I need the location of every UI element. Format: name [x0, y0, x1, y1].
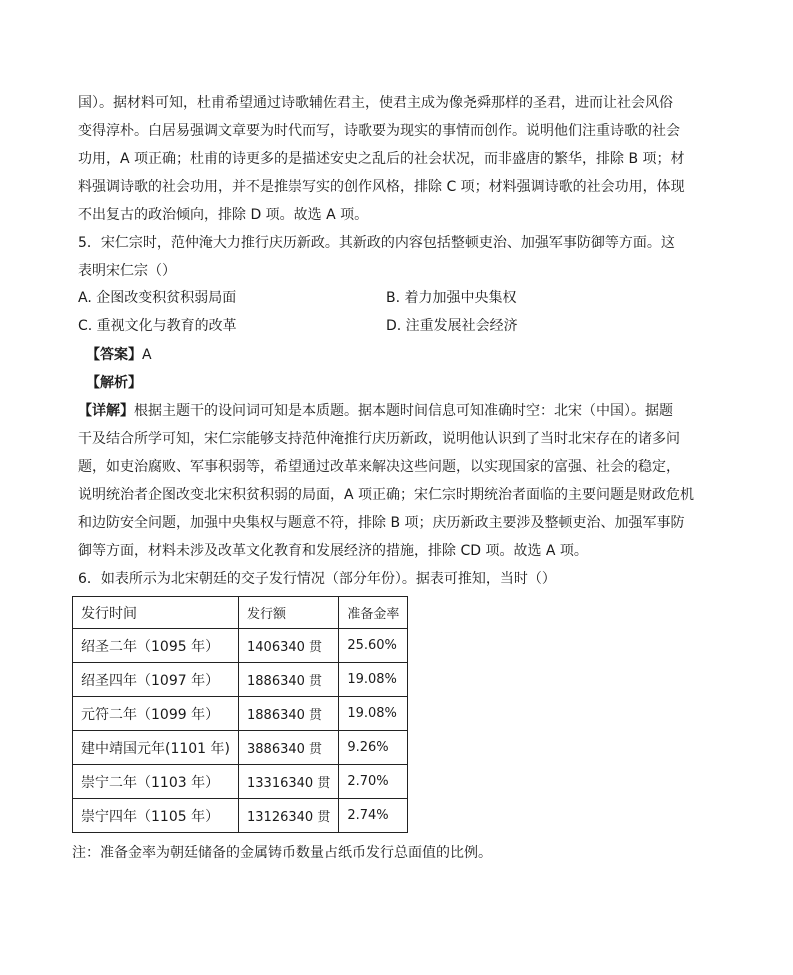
- table-cell: 19.08%: [339, 697, 408, 731]
- prev-explanation-line: 变得淳朴。白居易强调文章要为时代而写，诗歌要为现实的事情而创作。说明他们注重诗歌的社会: [78, 123, 680, 139]
- table-cell: 建中靖国元年(1101 年): [73, 731, 239, 765]
- answer-label: 【答案】: [86, 347, 142, 363]
- prev-explanation-line: 国）。据材料可知，杜甫希望通过诗歌辅佐君主，使君主成为像尧舜那样的圣君，进而让社会风俗: [78, 95, 673, 111]
- option-d: D. 注重发展社会经济: [386, 318, 518, 334]
- detail-line: 题，如吏治腐败、军事积弱等，希望通过改革来解决这些问题，以实现国家的富强、社会的稳定，: [78, 459, 680, 475]
- detail-label: 【详解】: [78, 403, 134, 419]
- table-row: [73, 663, 408, 697]
- table-header-row: [73, 597, 408, 629]
- detail-text: 根据主题干的设问词可知是本质题。据本题时间信息可知准确时空：北宋（中国）。据题: [134, 403, 673, 419]
- prev-explanation-line: 料强调诗歌的社会功用，并不是推崇写实的创作风格，排除 C 项；材料强调诗歌的社会功用，体现: [78, 179, 685, 195]
- table-row: [73, 697, 408, 731]
- jiaozi-issuance-table: [72, 596, 408, 833]
- question-6-stem: 6．如表所示为北宋朝廷的交子发行情况（部分年份）。据表可推知，当时（）: [78, 571, 556, 587]
- table-row: [73, 629, 408, 663]
- table-note: 注：准备金率为朝廷储备的金属铸币数量占纸币发行总面值的比例。: [72, 845, 492, 861]
- option-b: B. 着力加强中央集权: [386, 290, 517, 306]
- table-cell: 绍圣四年（1097 年）: [73, 663, 239, 697]
- table-cell: 2.70%: [339, 765, 408, 799]
- table-cell: 崇宁四年（1105 年）: [73, 799, 239, 833]
- table-cell: 1406340 贯: [239, 629, 339, 663]
- option-a: A. 企图改变积贫积弱局面: [78, 290, 237, 306]
- detail-line: [78, 401, 698, 421]
- header-cell: 准备金率: [339, 597, 408, 629]
- table-cell: 3886340 贯: [239, 731, 339, 765]
- analysis-label: 【解析】: [86, 375, 142, 391]
- table-cell: 13316340 贯: [239, 765, 339, 799]
- detail-line: 御等方面，材料未涉及改革文化教育和发展经济的措施，排除 CD 项。故选 A 项。: [78, 543, 588, 559]
- prev-explanation-line: 功用，A 项正确；杜甫的诗更多的是描述安史之乱后的社会状况，而非盛唐的繁华，排除 B 项；材: [78, 151, 685, 167]
- table-cell: 13126340 贯: [239, 799, 339, 833]
- prev-explanation-line: 不出复古的政治倾向，排除 D 项。故选 A 项。: [78, 207, 369, 223]
- answer-line: [86, 345, 706, 365]
- table-row: [73, 731, 408, 765]
- option-c: C. 重视文化与教育的改革: [78, 318, 237, 334]
- table-cell: 绍圣二年（1095 年）: [73, 629, 239, 663]
- table-cell: 元符二年（1099 年）: [73, 697, 239, 731]
- table-cell: 1886340 贯: [239, 697, 339, 731]
- detail-line: 说明统治者企图改变北宋积贫积弱的局面，A 项正确；宋仁宗时期统治者面临的主要问题是财政危机: [78, 487, 695, 503]
- detail-line: 和边防安全问题，加强中央集权与题意不符，排除 B 项；庆历新政主要涉及整顿吏治、加强军事防: [78, 515, 685, 531]
- table-cell: 1886340 贯: [239, 663, 339, 697]
- table-cell: 9.26%: [339, 731, 408, 765]
- table-row: [73, 799, 408, 833]
- question-5-stem: 表明宋仁宗（）: [78, 263, 176, 279]
- table-cell: 崇宁二年（1103 年）: [73, 765, 239, 799]
- analysis-label-line: [86, 373, 706, 393]
- table-cell: 25.60%: [339, 629, 408, 663]
- table-cell: 19.08%: [339, 663, 408, 697]
- header-cell: 发行额: [239, 597, 339, 629]
- table-row: [73, 765, 408, 799]
- answer-value: A: [142, 347, 152, 363]
- question-5-stem: 5．宋仁宗时，范仲淹大力推行庆历新政。其新政的内容包括整顿吏治、加强军事防御等方面。这: [78, 235, 675, 251]
- detail-line: 干及结合所学可知，宋仁宗能够支持范仲淹推行庆历新政，说明他认识到了当时北宋存在的诸多问: [78, 431, 680, 447]
- table-cell: 2.74%: [339, 799, 408, 833]
- header-cell: 发行时间: [73, 597, 239, 629]
